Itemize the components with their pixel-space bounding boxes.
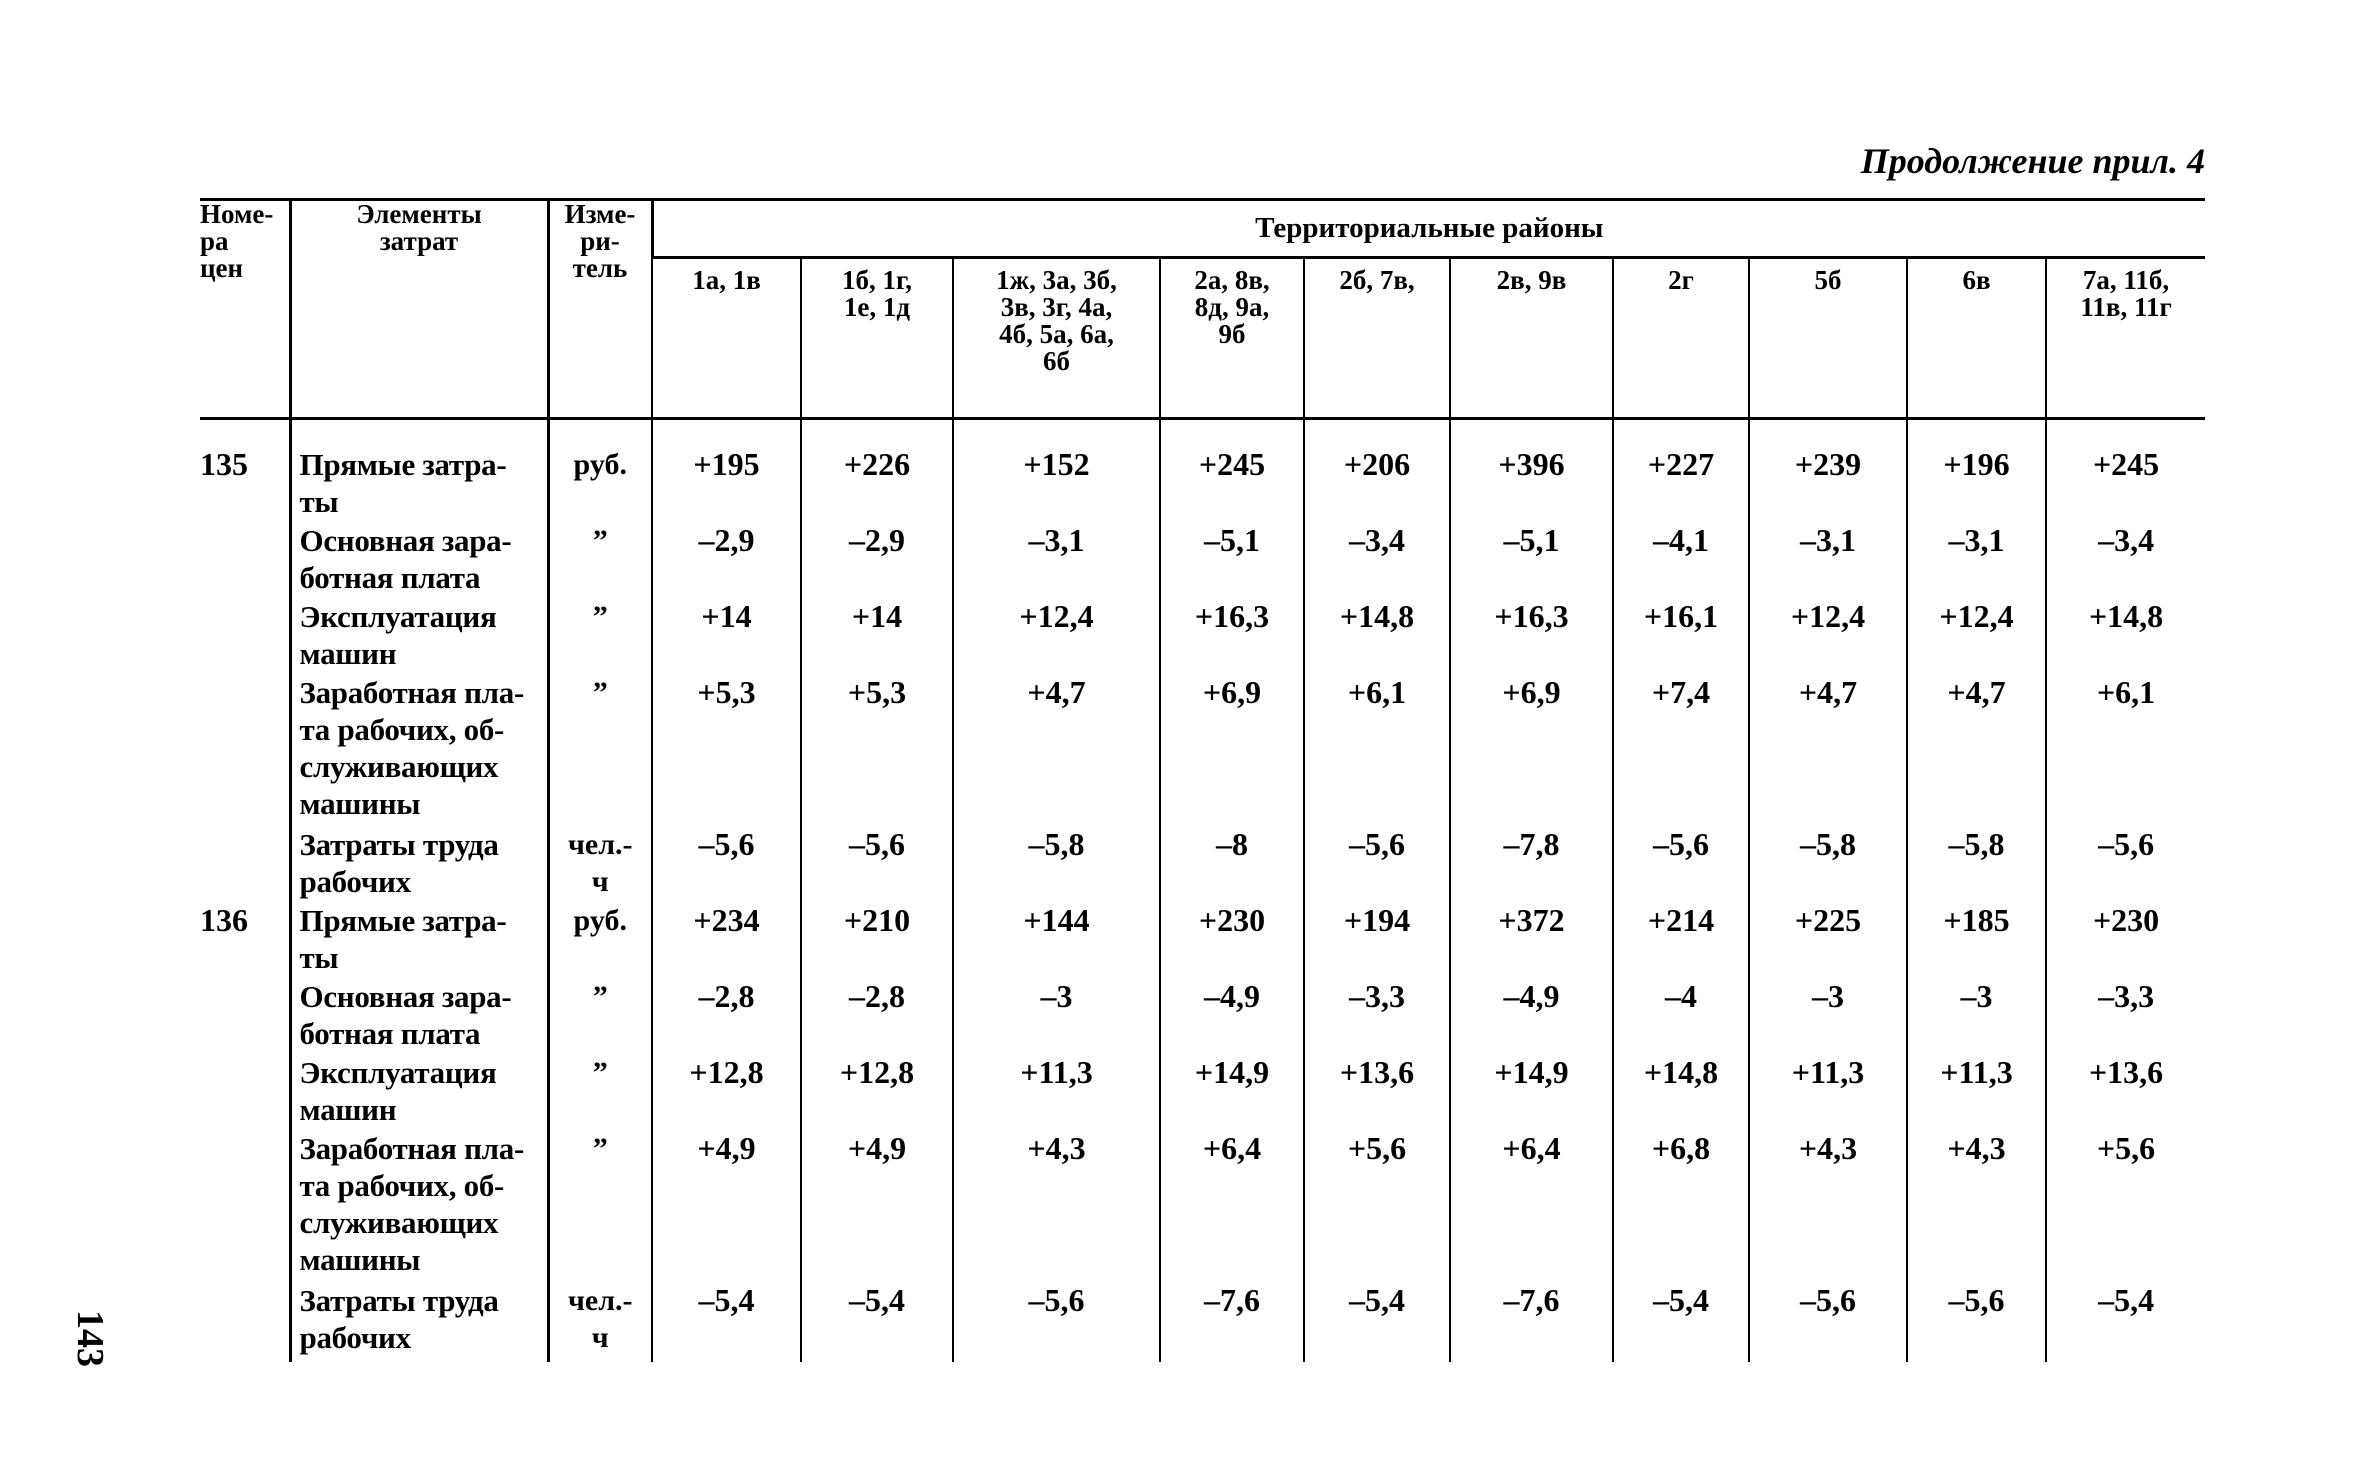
value-cell: +14 bbox=[801, 598, 953, 674]
value-cell: –5,6 bbox=[652, 826, 801, 902]
value-cell: +12,4 bbox=[1749, 598, 1907, 674]
value-cell: –7,8 bbox=[1450, 826, 1613, 902]
value-cell: –7,6 bbox=[1450, 1282, 1613, 1362]
value-cell: +396 bbox=[1450, 419, 1613, 523]
value-cell: +6,1 bbox=[1304, 674, 1450, 826]
header-region-7: 2г bbox=[1613, 258, 1749, 419]
value-cell: +4,3 bbox=[953, 1130, 1160, 1282]
unit-cell: ” bbox=[548, 978, 652, 1054]
price-number-cell bbox=[200, 674, 290, 826]
header-unit: Изме- ри- тель bbox=[548, 200, 652, 419]
cost-element-cell: Заработная пла- та рабочих, об- служивающих машины bbox=[290, 674, 548, 826]
value-cell: +144 bbox=[953, 902, 1160, 978]
header-elements: Элементы затрат bbox=[290, 200, 548, 419]
value-cell: +16,1 bbox=[1613, 598, 1749, 674]
value-cell: –5,6 bbox=[953, 1282, 1160, 1362]
table-row bbox=[200, 598, 2205, 674]
table-row bbox=[200, 902, 2205, 978]
value-cell: –5,6 bbox=[1304, 826, 1450, 902]
price-number-cell bbox=[200, 598, 290, 674]
cost-element-cell: Основная зара- ботная плата bbox=[290, 978, 548, 1054]
cost-element-cell: Прямые затра- ты bbox=[290, 419, 548, 523]
value-cell: –3 bbox=[1749, 978, 1907, 1054]
table-row bbox=[200, 1130, 2205, 1282]
header-region-1: 1а, 1в bbox=[652, 258, 801, 419]
unit-cell: ” bbox=[548, 1130, 652, 1282]
value-cell: +5,6 bbox=[2046, 1130, 2205, 1282]
unit-cell: руб. bbox=[548, 419, 652, 523]
value-cell: +6,8 bbox=[1613, 1130, 1749, 1282]
value-cell: –5,1 bbox=[1160, 522, 1304, 598]
value-cell: +196 bbox=[1907, 419, 2046, 523]
value-cell: +245 bbox=[1160, 419, 1304, 523]
value-cell: +4,7 bbox=[1907, 674, 2046, 826]
value-cell: +5,3 bbox=[801, 674, 953, 826]
value-cell: +12,8 bbox=[652, 1054, 801, 1130]
value-cell: +225 bbox=[1749, 902, 1907, 978]
table-row bbox=[200, 1282, 2205, 1362]
table-row bbox=[200, 1054, 2205, 1130]
value-cell: –3,4 bbox=[1304, 522, 1450, 598]
price-number-cell bbox=[200, 978, 290, 1054]
header-region-5: 2б, 7в, bbox=[1304, 258, 1450, 419]
value-cell: –4,9 bbox=[1450, 978, 1613, 1054]
price-number-cell: 136 bbox=[200, 902, 248, 938]
value-cell: +230 bbox=[1160, 902, 1304, 978]
value-cell: –5,8 bbox=[1907, 826, 2046, 902]
value-cell: –5,6 bbox=[1907, 1282, 2046, 1362]
value-cell: +14,8 bbox=[1613, 1054, 1749, 1130]
value-cell: +4,9 bbox=[801, 1130, 953, 1282]
value-cell: –2,9 bbox=[652, 522, 801, 598]
value-cell: –3,1 bbox=[1749, 522, 1907, 598]
table-row bbox=[200, 419, 2205, 523]
value-cell: –5,6 bbox=[801, 826, 953, 902]
header-region-4: 2а, 8в, 8д, 9а, 9б bbox=[1160, 258, 1304, 419]
value-cell: +6,1 bbox=[2046, 674, 2205, 826]
table-row bbox=[200, 522, 2205, 598]
value-cell: +16,3 bbox=[1160, 598, 1304, 674]
cost-element-cell: Прямые затра- ты bbox=[290, 902, 548, 978]
header-number: Номе- ра цен bbox=[200, 200, 290, 419]
value-cell: –3,1 bbox=[953, 522, 1160, 598]
cost-element-cell: Основная зара- ботная плата bbox=[290, 522, 548, 598]
cost-element-cell: Заработная пла- та рабочих, об- служивающих машины bbox=[290, 1130, 548, 1282]
value-cell: +226 bbox=[801, 419, 953, 523]
cost-element-cell: Эксплуатация машин bbox=[290, 598, 548, 674]
value-cell: +230 bbox=[2046, 902, 2205, 978]
value-cell: +11,3 bbox=[1907, 1054, 2046, 1130]
unit-cell: ” bbox=[548, 598, 652, 674]
cost-adjustment-table bbox=[200, 198, 2205, 1362]
value-cell: –5,4 bbox=[1304, 1282, 1450, 1362]
page-number: 143 bbox=[69, 1310, 111, 1367]
value-cell: +11,3 bbox=[1749, 1054, 1907, 1130]
value-cell: +227 bbox=[1613, 419, 1749, 523]
unit-cell: ” bbox=[548, 1054, 652, 1130]
value-cell: +4,7 bbox=[953, 674, 1160, 826]
value-cell: +185 bbox=[1907, 902, 2046, 978]
header-region-3: 1ж, 3а, 3б, 3в, 3г, 4а, 4б, 5а, 6а, 6б bbox=[953, 258, 1160, 419]
unit-cell: ” bbox=[548, 674, 652, 826]
value-cell: +14 bbox=[652, 598, 801, 674]
value-cell: +12,4 bbox=[953, 598, 1160, 674]
value-cell: +206 bbox=[1304, 419, 1450, 523]
value-cell: –3,3 bbox=[1304, 978, 1450, 1054]
value-cell: –5,8 bbox=[1749, 826, 1907, 902]
value-cell: –5,6 bbox=[2046, 826, 2205, 902]
value-cell: +234 bbox=[652, 902, 801, 978]
value-cell: +14,9 bbox=[1450, 1054, 1613, 1130]
value-cell: –2,8 bbox=[801, 978, 953, 1054]
value-cell: +245 bbox=[2046, 419, 2205, 523]
value-cell: +239 bbox=[1749, 419, 1907, 523]
unit-cell: чел.- ч bbox=[548, 826, 652, 902]
value-cell: –5,4 bbox=[2046, 1282, 2205, 1362]
value-cell: –2,9 bbox=[801, 522, 953, 598]
value-cell: –5,8 bbox=[953, 826, 1160, 902]
value-cell: +214 bbox=[1613, 902, 1749, 978]
price-number-cell bbox=[200, 522, 290, 598]
value-cell: –5,6 bbox=[1749, 1282, 1907, 1362]
price-number-cell bbox=[200, 826, 290, 902]
table-row bbox=[200, 826, 2205, 902]
header-regions-group: Территориальные районы bbox=[652, 200, 2205, 258]
unit-cell: руб. bbox=[548, 902, 652, 978]
value-cell: –3,1 bbox=[1907, 522, 2046, 598]
price-number-cell: 135 bbox=[200, 446, 248, 482]
value-cell: –5,6 bbox=[1613, 826, 1749, 902]
value-cell: +5,6 bbox=[1304, 1130, 1450, 1282]
header-region-8: 5б bbox=[1749, 258, 1907, 419]
value-cell: +14,9 bbox=[1160, 1054, 1304, 1130]
value-cell: –7,6 bbox=[1160, 1282, 1304, 1362]
value-cell: +13,6 bbox=[2046, 1054, 2205, 1130]
value-cell: –2,8 bbox=[652, 978, 801, 1054]
value-cell: +14,8 bbox=[1304, 598, 1450, 674]
value-cell: +13,6 bbox=[1304, 1054, 1450, 1130]
table-row bbox=[200, 674, 2205, 826]
value-cell: +12,8 bbox=[801, 1054, 953, 1130]
header-region-2: 1б, 1г, 1е, 1д bbox=[801, 258, 953, 419]
value-cell: +6,4 bbox=[1450, 1130, 1613, 1282]
value-cell: +6,9 bbox=[1160, 674, 1304, 826]
value-cell: –5,4 bbox=[1613, 1282, 1749, 1362]
value-cell: +4,3 bbox=[1749, 1130, 1907, 1282]
value-cell: +11,3 bbox=[953, 1054, 1160, 1130]
continuation-caption: Продолжение прил. 4 bbox=[1860, 141, 2205, 181]
price-number-cell bbox=[200, 1282, 290, 1362]
header-region-10: 7а, 11б, 11в, 11г bbox=[2046, 258, 2205, 419]
value-cell: +6,4 bbox=[1160, 1130, 1304, 1282]
unit-cell: ” bbox=[548, 522, 652, 598]
value-cell: +4,7 bbox=[1749, 674, 1907, 826]
value-cell: +5,3 bbox=[652, 674, 801, 826]
cost-element-cell: Затраты труда рабочих bbox=[290, 1282, 548, 1362]
value-cell: +6,9 bbox=[1450, 674, 1613, 826]
value-cell: –3 bbox=[1907, 978, 2046, 1054]
value-cell: +16,3 bbox=[1450, 598, 1613, 674]
cost-element-cell: Затраты труда рабочих bbox=[290, 826, 548, 902]
cost-element-cell: Эксплуатация машин bbox=[290, 1054, 548, 1130]
value-cell: –3,3 bbox=[2046, 978, 2205, 1054]
value-cell: –4 bbox=[1613, 978, 1749, 1054]
table-row bbox=[200, 978, 2205, 1054]
price-number-cell bbox=[200, 1054, 290, 1130]
value-cell: –8 bbox=[1160, 826, 1304, 902]
value-cell: +14,8 bbox=[2046, 598, 2205, 674]
value-cell: –5,4 bbox=[801, 1282, 953, 1362]
value-cell: +210 bbox=[801, 902, 953, 978]
value-cell: +7,4 bbox=[1613, 674, 1749, 826]
header-region-6: 2в, 9в bbox=[1450, 258, 1613, 419]
header-region-9: 6в bbox=[1907, 258, 2046, 419]
value-cell: –5,4 bbox=[652, 1282, 801, 1362]
value-cell: +195 bbox=[652, 419, 801, 523]
value-cell: –4,9 bbox=[1160, 978, 1304, 1054]
value-cell: +194 bbox=[1304, 902, 1450, 978]
unit-cell: чел.- ч bbox=[548, 1282, 652, 1362]
value-cell: –4,1 bbox=[1613, 522, 1749, 598]
value-cell: –3,4 bbox=[2046, 522, 2205, 598]
value-cell: +4,9 bbox=[652, 1130, 801, 1282]
value-cell: –3 bbox=[953, 978, 1160, 1054]
value-cell: –5,1 bbox=[1450, 522, 1613, 598]
price-number-cell bbox=[200, 1130, 290, 1282]
value-cell: +12,4 bbox=[1907, 598, 2046, 674]
value-cell: +372 bbox=[1450, 902, 1613, 978]
value-cell: +152 bbox=[953, 419, 1160, 523]
value-cell: +4,3 bbox=[1907, 1130, 2046, 1282]
